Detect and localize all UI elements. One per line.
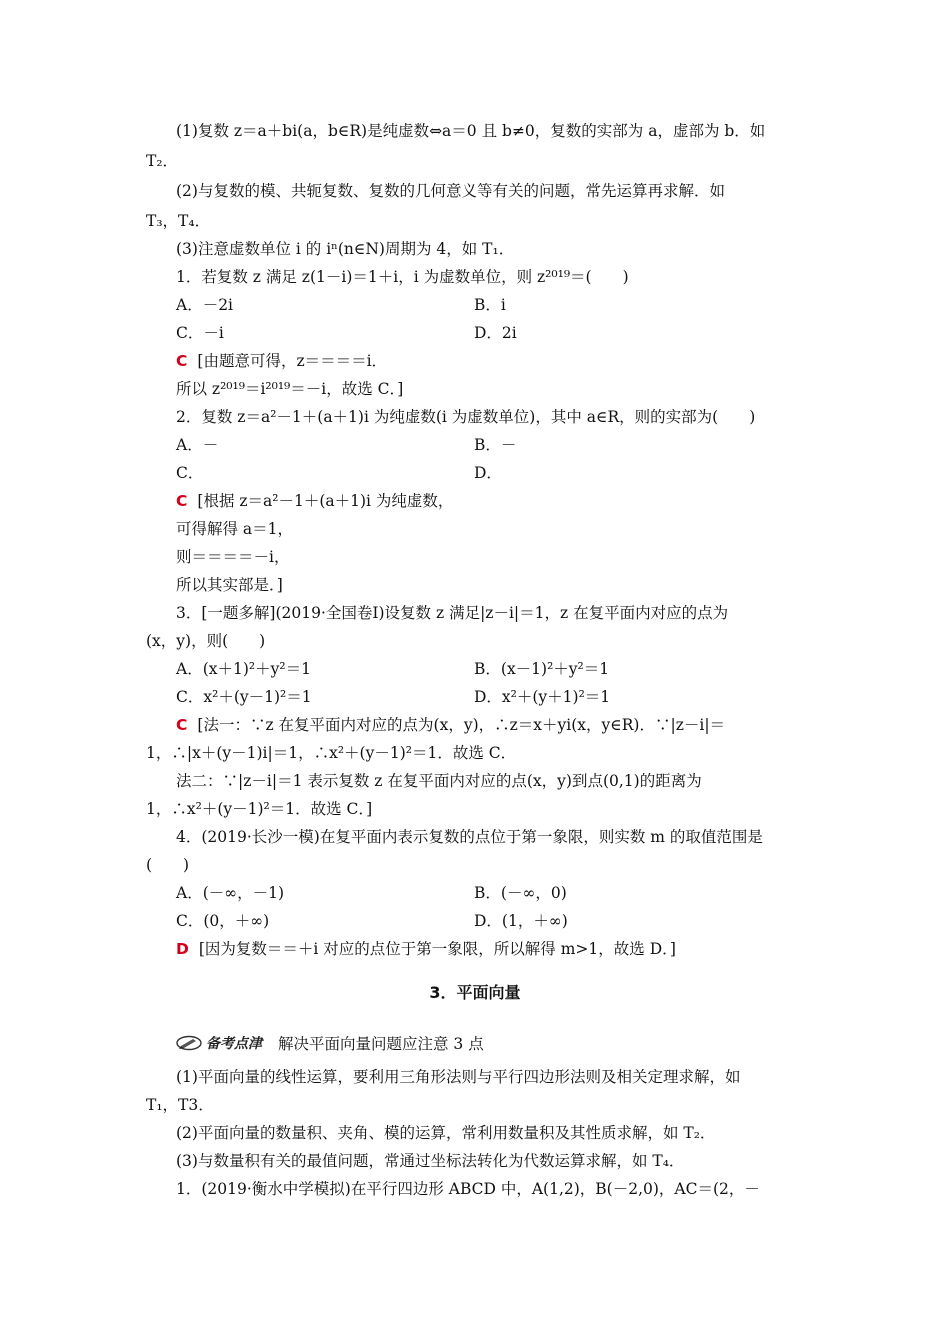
vector-q1-stem: 1．(2019·衡水中学模拟)在平行四边形 ABCD 中，A(1,2)，B(－2,0)，AC＝(2，－: [176, 1180, 760, 1198]
q1-option-d: D．2i: [474, 324, 517, 342]
q1-solution-line-1: C [由题意可得，z＝＝＝＝i．: [176, 352, 388, 370]
tip-badge: [176, 1033, 262, 1053]
q3-answer: C: [176, 716, 188, 734]
q4-stem-cont: ( ): [146, 856, 190, 874]
q3-stem: 3．[一题多解](2019·全国卷Ⅰ)设复数 z 满足|z－i|＝1，z 在复平面内对应的点为: [176, 604, 729, 622]
q3-stem-cont: (x，y)，则( ): [146, 632, 266, 650]
note-2: (2)与复数的模、共轭复数、复数的几何意义等有关的问题，常先运算再求解．如: [176, 182, 725, 200]
q4-option-b: B．(－∞，0): [474, 884, 567, 902]
q3-solution-line-3: 法二：∵|z－i|＝1 表示复数 z 在复平面内对应的点(x，y)到点(0,1)的距离为: [176, 772, 702, 790]
q4-answer: D: [176, 940, 189, 958]
q1-answer: C: [176, 352, 188, 370]
q2-solution-line-2: 可得解得 a＝1，: [176, 520, 294, 538]
q3-option-c: C．x²＋(y－1)²＝1: [176, 688, 312, 706]
q2-solution-line-4: 所以其实部是．]: [176, 576, 283, 594]
q2-solution-line-3: 则＝＝＝＝－i，: [176, 548, 290, 566]
q1-stem: 1．若复数 z 满足 z(1－i)＝1＋i，i 为虚数单位，则 z²⁰¹⁹＝( ): [176, 268, 629, 286]
pen-icon: [176, 1035, 202, 1051]
note-1: (1)复数 z＝a＋bi(a，b∈R)是纯虚数⇔a＝0 且 b≠0，复数的实部为 a，虚部为 b．如: [176, 122, 766, 140]
vector-note-1-cont: T₁，T3．: [146, 1096, 214, 1114]
q2-solution-line-1: C [根据 z＝a²－1＋(a＋1)i 为纯虚数，: [176, 492, 454, 510]
q2-stem: 2．复数 z＝a²－1＋(a＋1)i 为纯虚数(i 为虚数单位)，其中 a∈R，则的实部为( ): [176, 408, 756, 426]
q3-solution-line-4: 1，∴x²＋(y－1)²＝1．故选 C．]: [146, 800, 373, 818]
q4-option-a: A．(－∞，－1): [176, 884, 285, 902]
tip-badge-label: 备考点津: [206, 1036, 262, 1052]
q3-solution-line-1: C [法一：∵z 在复平面内对应的点为(x，y)，∴z＝x＋yi(x，y∈R)．∵|z－i|＝: [176, 716, 726, 734]
vector-note-1: (1)平面向量的线性运算，要利用三角形法则与平行四边形法则及相关定理求解，如: [176, 1068, 741, 1086]
q1-option-c: C．－i: [176, 324, 224, 342]
q1-option-a: A．－2i: [176, 296, 234, 314]
q4-option-d: D．(1，＋∞): [474, 912, 568, 930]
q3-option-a: A．(x＋1)²＋y²＝1: [176, 660, 311, 678]
q3-option-d: D．x²＋(y＋1)²＝1: [474, 688, 611, 706]
note-1-cont: T₂．: [146, 152, 179, 170]
vector-note-2: (2)平面向量的数量积、夹角、模的运算，常利用数量积及其性质求解，如 T₂．: [176, 1124, 716, 1142]
q1-solution-line-2: 所以 z²⁰¹⁹＝i²⁰¹⁹＝－i，故选 C．]: [176, 380, 404, 398]
q2-answer: C: [176, 492, 188, 510]
q1-option-b: B．i: [474, 296, 506, 314]
q2-option-b: B．－: [474, 436, 517, 454]
section-title: 3．平面向量: [429, 983, 521, 1002]
vector-note-3: (3)与数量积有关的最值问题，常通过坐标法转化为代数运算求解，如 T₄．: [176, 1152, 685, 1170]
q4-stem: 4．(2019·长沙一模)在复平面内表示复数的点位于第一象限，则实数 m 的取值范围是: [176, 828, 763, 846]
note-2-cont: T₃，T₄．: [146, 212, 211, 230]
q2-option-a: A．－: [176, 436, 219, 454]
q3-solution-line-2: 1，∴|x＋(y－1)i|＝1，∴x²＋(y－1)²＝1．故选 C．: [146, 744, 517, 762]
q4-solution-line-1: D [因为复数＝＝＋i 对应的点位于第一象限，所以解得 m>1，故选 D．]: [176, 940, 676, 958]
tip-row: [176, 1032, 484, 1054]
q4-option-c: C．(0，＋∞): [176, 912, 270, 930]
tip-text: 解决平面向量问题应注意 3 点: [278, 1035, 484, 1053]
q3-option-b: B．(x－1)²＋y²＝1: [474, 660, 610, 678]
q2-option-c: C．: [176, 464, 204, 482]
q2-option-d: D．: [474, 464, 502, 482]
note-3: (3)注意虚数单位 i 的 iⁿ(n∈N)周期为 4，如 T₁．: [176, 240, 515, 258]
